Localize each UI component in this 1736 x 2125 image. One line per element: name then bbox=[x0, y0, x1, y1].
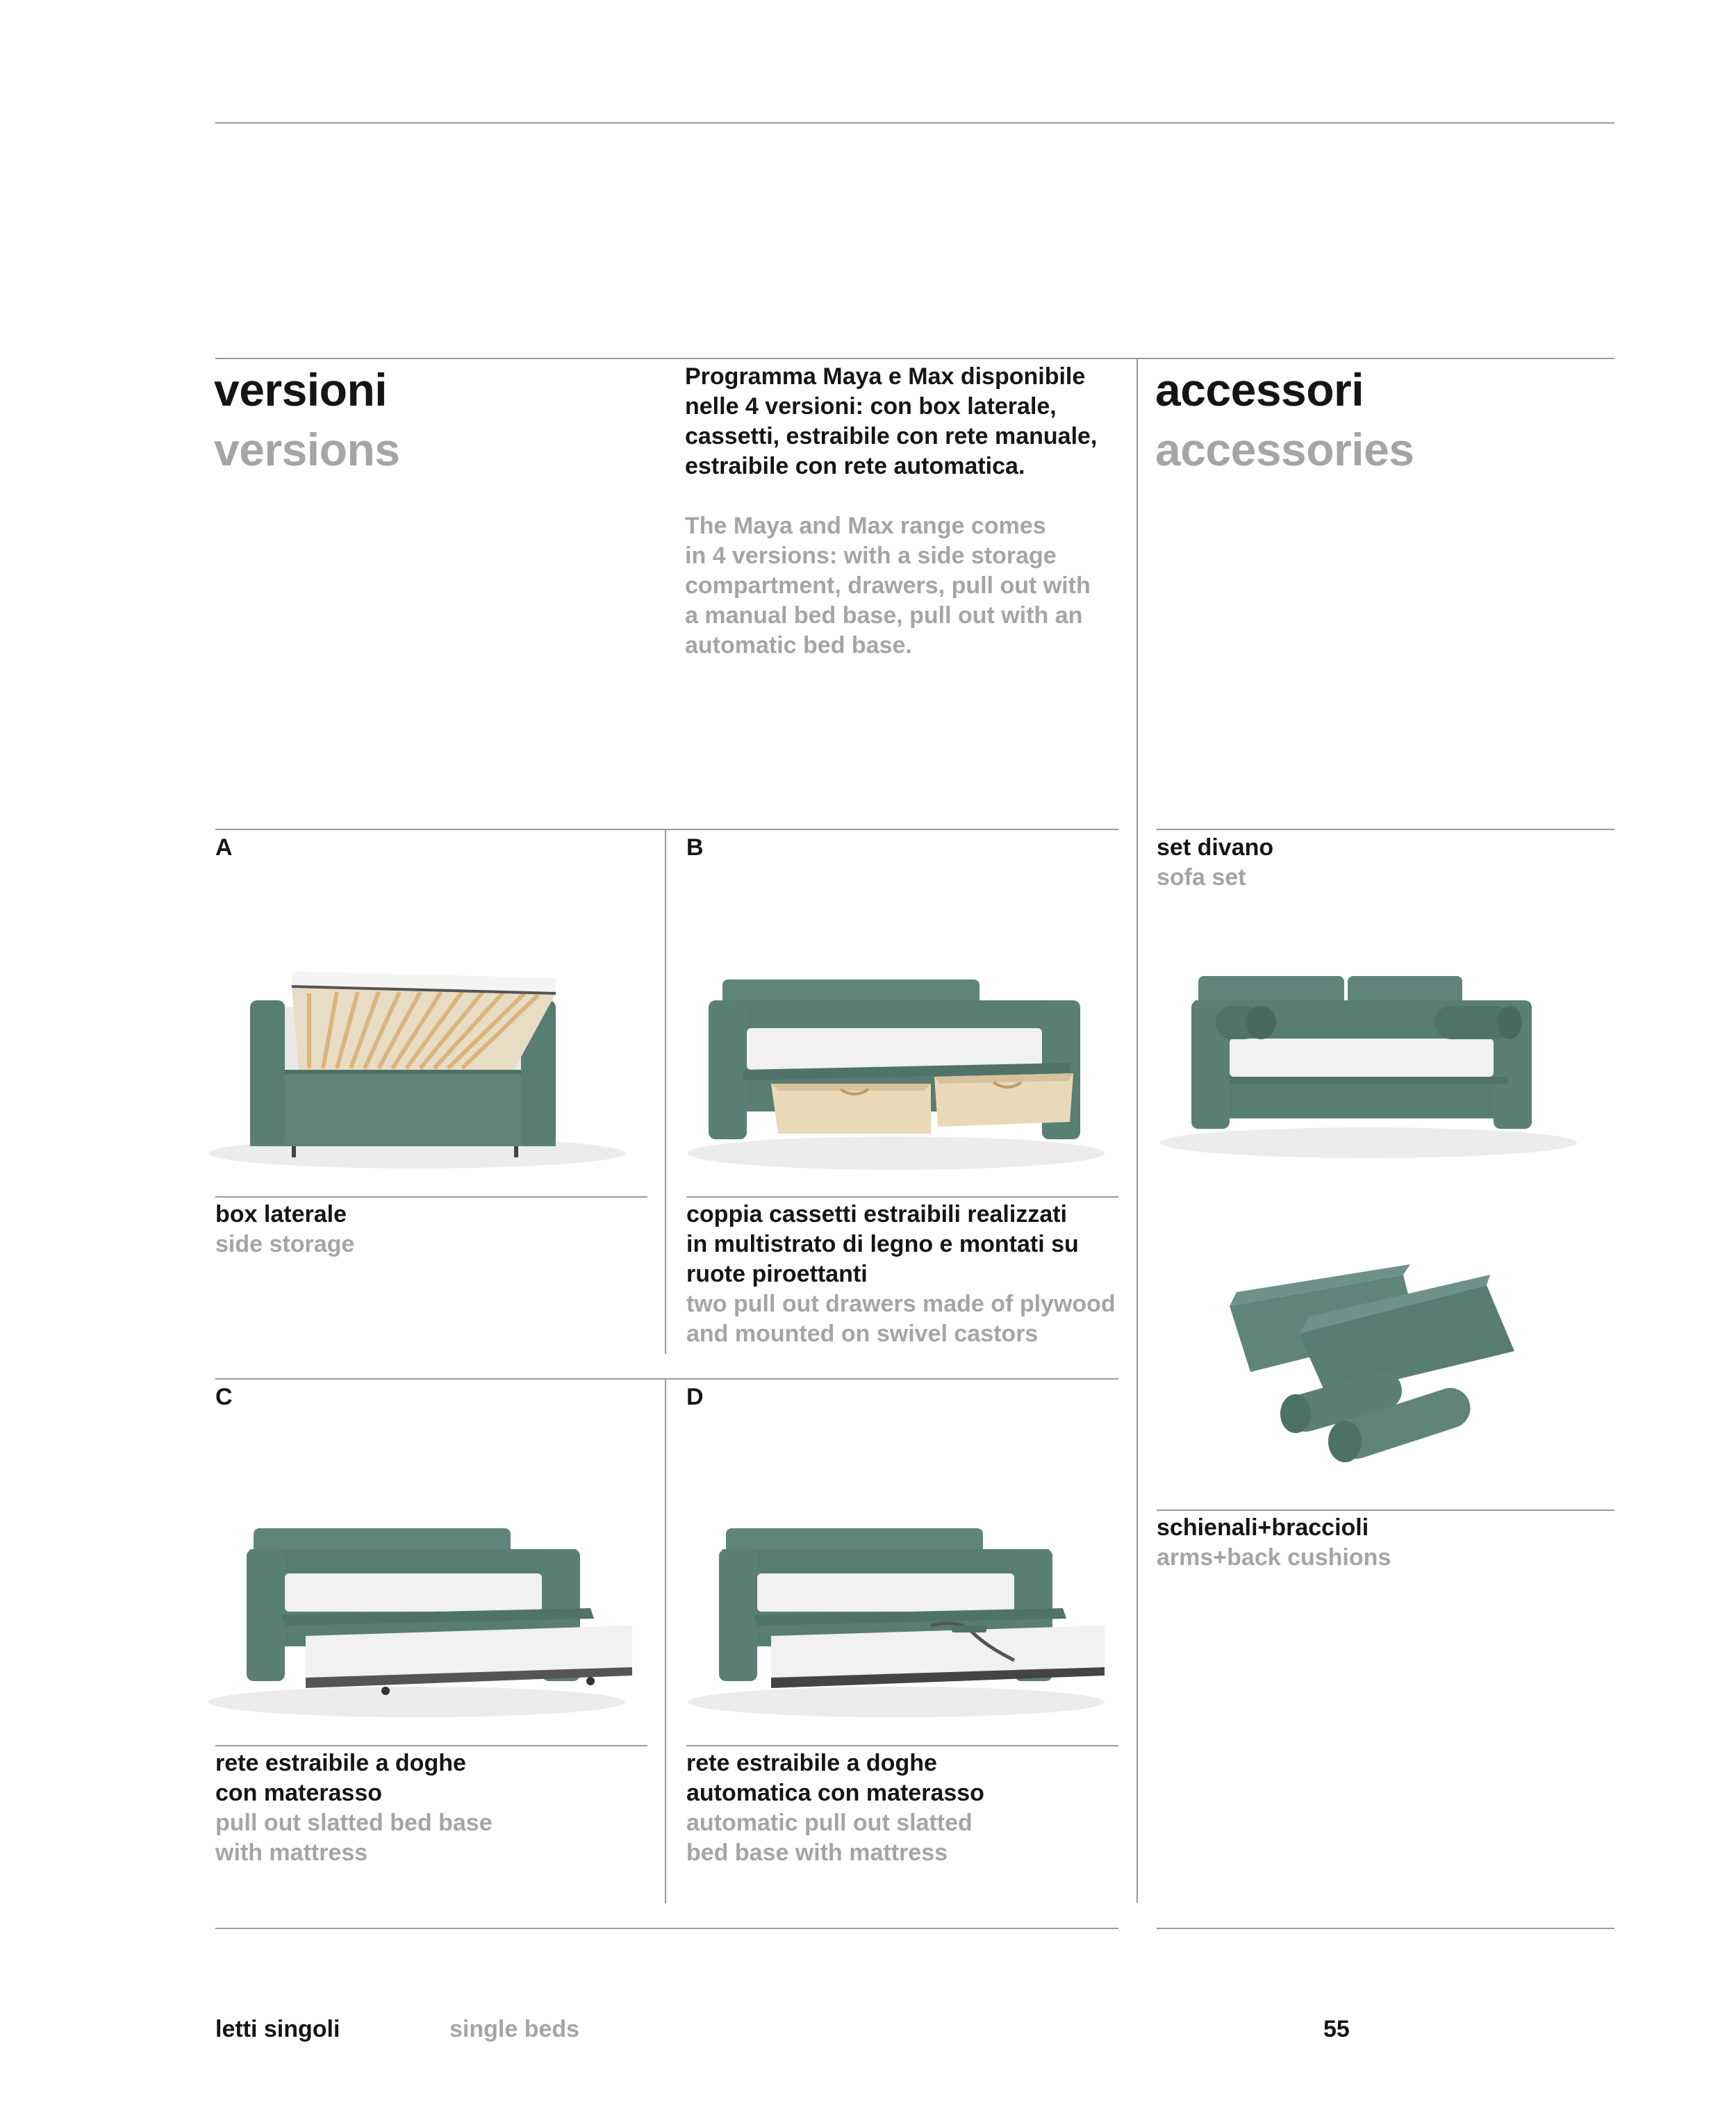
bottom-rule-right bbox=[1157, 1928, 1614, 1929]
intro-text-it: Programma Maya e Max disponibile nelle 4 versioni: con box laterale, cassetti, estraibile con rete manuale, estraibile con rete automatica. bbox=[685, 363, 1098, 479]
rule-c-caption bbox=[215, 1745, 647, 1746]
version-c-caption-it: rete estraibile a doghe con materasso bbox=[215, 1750, 466, 1806]
header-rule bbox=[215, 358, 1614, 359]
bed-pull-out-manual-image bbox=[188, 1514, 646, 1723]
accessory-sofa-set-caption-it: set divano bbox=[1157, 834, 1274, 861]
rule-d-caption bbox=[686, 1745, 1118, 1746]
version-d-caption-en: automatic pull out slatted bed base with mattress bbox=[686, 1810, 973, 1866]
footer-section-it: letti singoli bbox=[215, 2016, 340, 2042]
versions-heading-it: versioni bbox=[214, 364, 388, 415]
version-b-caption-it: coppia cassetti estraibili realizzati in multistrato di legno e montati su ruote piroettanti bbox=[686, 1201, 1079, 1287]
accessory-cushions-caption-it: schienali+braccioli bbox=[1157, 1514, 1369, 1541]
rule-a-b-top bbox=[215, 829, 1118, 830]
version-d-caption-it: rete estraibile a doghe automatica con materasso bbox=[686, 1750, 984, 1806]
cushions-image bbox=[1209, 1257, 1535, 1459]
accessories-heading-it: accessori bbox=[1155, 364, 1364, 415]
divider-a-b bbox=[665, 830, 666, 1354]
version-c-letter: C bbox=[215, 1384, 233, 1410]
versions-heading-en: versions bbox=[214, 424, 400, 475]
sofa-set-image bbox=[1139, 959, 1598, 1167]
bed-drawers-image bbox=[667, 952, 1125, 1181]
rule-a-caption bbox=[215, 1196, 647, 1198]
top-rule bbox=[215, 122, 1614, 124]
version-d-letter: D bbox=[686, 1384, 704, 1410]
accessories-heading-en: accessories bbox=[1155, 424, 1414, 475]
version-a-caption-en: side storage bbox=[215, 1231, 355, 1257]
rule-accessory-top bbox=[1157, 829, 1614, 830]
version-b-letter: B bbox=[686, 834, 704, 861]
rule-c-d-top bbox=[215, 1378, 1118, 1380]
divider-c-d bbox=[665, 1380, 666, 1903]
accessory-sofa-set-caption-en: sofa set bbox=[1157, 864, 1246, 891]
version-a-caption-it: box laterale bbox=[215, 1201, 347, 1227]
version-c-caption-en: pull out slatted bed base with mattress bbox=[215, 1810, 493, 1866]
bottom-rule-left bbox=[215, 1928, 1118, 1929]
version-a-letter: A bbox=[215, 834, 233, 861]
intro-text-en: The Maya and Max range comes in 4 versions: with a side storage compartment, drawers, pull out with a manual bed base, pull out with an automatic bed base. bbox=[685, 513, 1091, 659]
rule-b-caption bbox=[686, 1196, 1118, 1198]
divider-accessories bbox=[1136, 359, 1138, 1903]
bed-side-storage-image bbox=[188, 945, 646, 1174]
rule-accessory-2 bbox=[1157, 1510, 1614, 1511]
bed-pull-out-automatic-image bbox=[667, 1514, 1125, 1723]
accessory-cushions-caption-en: arms+back cushions bbox=[1157, 1544, 1391, 1571]
footer-section-en: single beds bbox=[449, 2016, 580, 2042]
version-b-caption-en: two pull out drawers made of plywood and mounted on swivel castors bbox=[686, 1291, 1116, 1347]
page-number: 55 bbox=[1323, 2016, 1350, 2042]
